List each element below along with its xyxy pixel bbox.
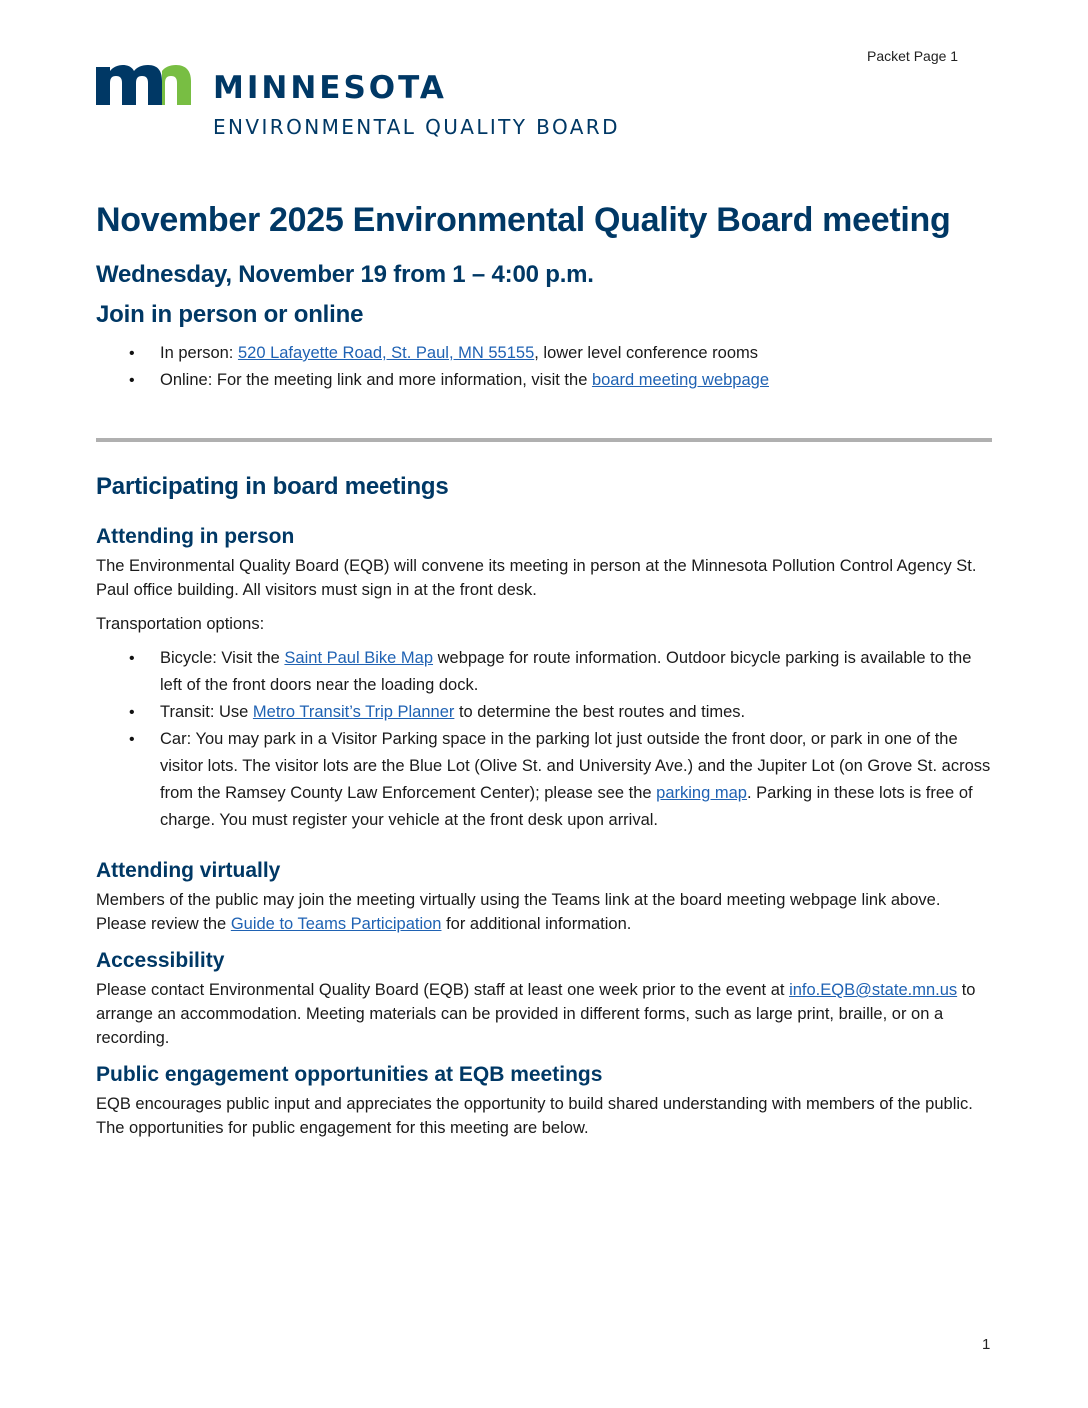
list-item-in-person [160, 340, 992, 367]
item-text: to determine the best routes and times. [454, 703, 746, 721]
item-text: . Parking in these lots is free of charge. You must register your vehicle at the front desk upon arrival. [160, 784, 973, 829]
body-text: for additional information. [441, 915, 632, 933]
body-text: to arrange an accommodation. Meeting materials can be provided in different forms, such as large print, braille, or on a recording. [96, 981, 976, 1047]
page-title: November 2025 Environmental Quality Board meeting [96, 201, 951, 239]
accessibility-body [96, 978, 992, 1050]
engagement-body: EQB encourages public input and appreciates the opportunity to build shared understanding with members of the public. The opportunities for public engagement for this meeting are below. [96, 1095, 973, 1137]
item-text: Bicycle: Visit the [160, 649, 285, 667]
virtual-heading: Attending virtually [96, 859, 281, 882]
virtual-body [96, 888, 992, 936]
eqb-email-link[interactable]: info.EQB@state.mn.us [789, 981, 958, 999]
body-text: Please contact Environmental Quality Board (EQB) staff at least one week prior to the event at [96, 981, 790, 999]
join-heading: Join in person or online [96, 301, 364, 328]
engagement-heading: Public engagement opportunities at EQB meetings [96, 1063, 603, 1086]
packet-page-label: Packet Page 1 [867, 48, 959, 64]
mn-logo-icon [96, 63, 192, 105]
body-text: Members of the public may join the meeting virtually using the Teams link at the board meeting webpage link above. Please review the [96, 891, 941, 933]
list-item-car [160, 726, 992, 834]
in-person-body: The Environmental Quality Board (EQB) will convene its meeting in person at the Minnesota Pollution Control Agency St. Paul office building. All visitors must sign in at the front desk. [96, 557, 977, 599]
item-text: , lower level conference rooms [534, 344, 759, 362]
meeting-datetime: Wednesday, November 19 from 1 – 4:00 p.m. [96, 261, 594, 288]
item-text: In person: [160, 344, 238, 362]
section-divider [96, 438, 992, 442]
teams-guide-link[interactable]: Guide to Teams Participation [230, 915, 442, 933]
list-item-online [160, 367, 992, 394]
parking-map-link[interactable]: parking map [656, 784, 747, 802]
item-text: webpage for route information. Outdoor bicycle parking is available to the left of the front doors near the loading dock. [160, 649, 972, 694]
accessibility-heading: Accessibility [96, 949, 225, 972]
logo-wordmark: MINNESOTA [213, 70, 447, 106]
in-person-heading: Attending in person [96, 525, 295, 548]
trip-planner-link[interactable]: Metro Transit’s Trip Planner [252, 703, 455, 721]
list-item-transit [160, 699, 992, 726]
join-list [96, 340, 992, 394]
list-item-bicycle [160, 645, 992, 699]
address-link[interactable]: 520 Lafayette Road, St. Paul, MN 55155 [237, 344, 535, 362]
board-meeting-webpage-link[interactable]: board meeting webpage [591, 371, 769, 389]
document-body [96, 196, 992, 1140]
item-text: Online: For the meeting link and more information, visit the [160, 371, 592, 389]
transport-label: Transportation options: [96, 615, 265, 633]
page-number: 1 [982, 1336, 991, 1353]
logo-subtitle: ENVIRONMENTAL QUALITY BOARD [213, 115, 620, 139]
item-text: Transit: Use [160, 703, 253, 721]
transport-list [96, 645, 992, 834]
bike-map-link[interactable]: Saint Paul Bike Map [284, 649, 434, 667]
item-text: Car: You may park in a Visitor Parking space in the parking lot just outside the front door, or park in one of the visitor lots. The visitor lots are the Blue Lot (Olive St. and University Ave.) and the Jupiter Lot (on Grove St. across from the Ramsey County Law Enforcement Center); please see the [160, 730, 991, 802]
participating-heading: Participating in board meetings [96, 473, 449, 500]
